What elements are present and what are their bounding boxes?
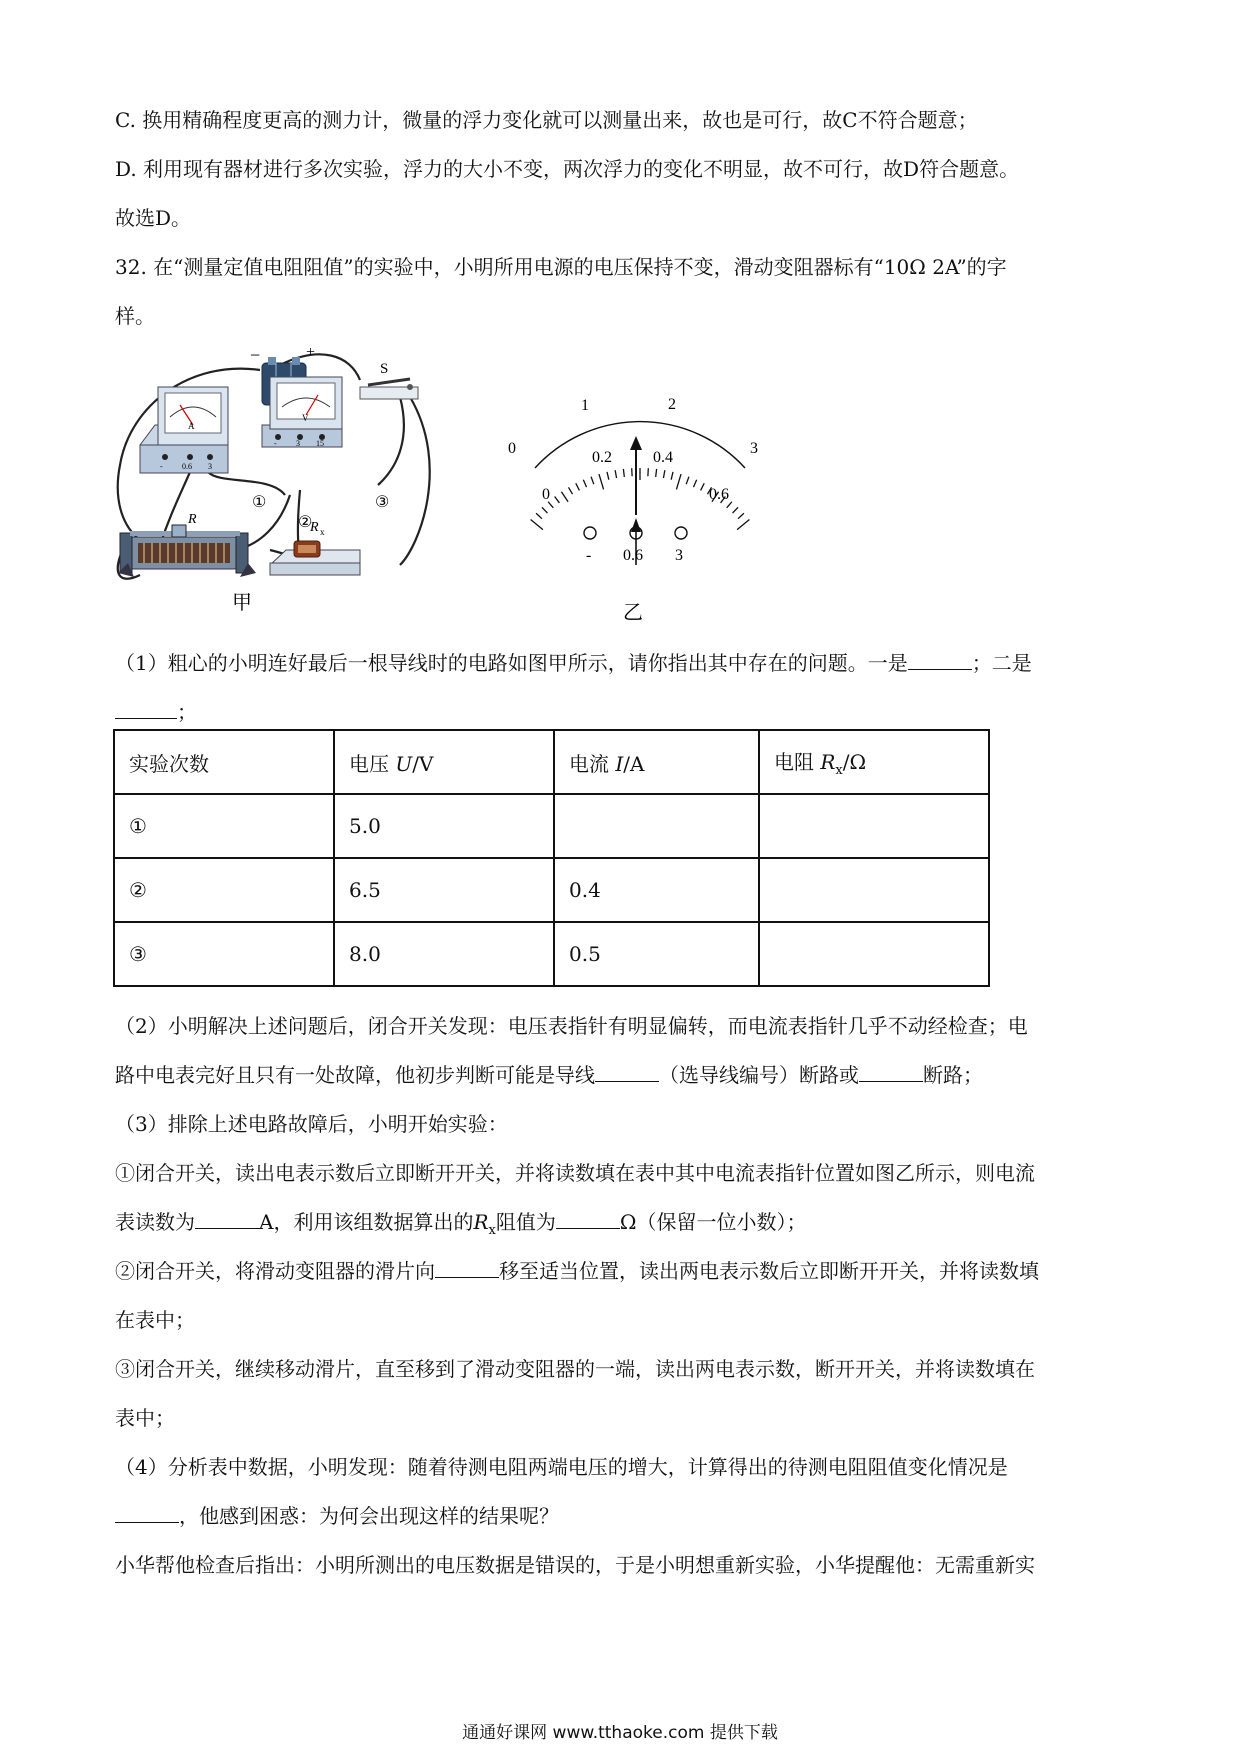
dial-tick xyxy=(701,483,705,490)
dial-tick xyxy=(693,480,696,487)
dial-tick xyxy=(686,477,689,485)
table-cell[interactable] xyxy=(759,858,989,922)
table-header-row xyxy=(114,730,989,794)
outer-label-2: 2 xyxy=(668,396,676,413)
outer-label-0: 0 xyxy=(508,440,516,457)
question-3-1-text-d: 阻值为 xyxy=(495,1210,556,1234)
table-row xyxy=(114,858,989,922)
table-cell: ② xyxy=(114,858,334,922)
question-1-text-b: ；二是 xyxy=(971,651,1032,675)
inner-label-0: 0 xyxy=(542,486,550,503)
table-cell: 5.0 xyxy=(334,794,554,858)
dial-tick xyxy=(738,513,744,518)
question-2-text-d: 断路； xyxy=(923,1063,983,1087)
needle-arrow xyxy=(630,436,642,450)
dial-tick xyxy=(568,487,572,494)
dial-tick xyxy=(542,507,548,513)
terminal-label-3: 3 xyxy=(675,547,683,564)
question-3-2-text-c: 在表中； xyxy=(115,1308,195,1332)
question-2-text-b: 路中电表完好且只有一处故障，他初步判断可能是导线 xyxy=(115,1063,595,1087)
rx-subscript: x xyxy=(488,1223,496,1238)
table-header-cell: 电压 U/V xyxy=(334,730,554,794)
final-paragraph: 小华帮他检查后指出：小明所测出的电压数据是错误的，于是小明想重新实验，小华提醒他：无需重新实 xyxy=(115,1553,1035,1577)
table-cell: 8.0 xyxy=(334,922,554,986)
voltmeter-terminal-3: 3 xyxy=(296,439,300,448)
ammeter-terminal-3: 3 xyxy=(208,462,212,471)
question-2-line-2 xyxy=(115,1061,983,1089)
answer-blank-3a[interactable] xyxy=(195,1208,259,1229)
question-2-text-c: （选导线编号）断路或 xyxy=(659,1063,859,1087)
option-d-text: D. 利用现有器材进行多次实验，浮力的大小不变，两次浮力的变化不明显，故不可行，故D符合题意。 xyxy=(115,157,1020,181)
voltmeter-terminal-15: 15 xyxy=(316,439,324,448)
rheostat-icon xyxy=(118,525,256,577)
table-cell: 6.5 xyxy=(334,858,554,922)
wire-label-2: ② xyxy=(298,514,313,531)
dial-tick xyxy=(531,519,543,529)
answer-blank-2b[interactable] xyxy=(859,1061,923,1082)
ammeter-icon xyxy=(140,387,228,473)
terminal-3-icon xyxy=(675,527,687,539)
question-2-text: （2）小明解决上述问题后，闭合开关发现：电压表指针有明显偏转，而电流表指针几乎不动经检查；电 xyxy=(115,1014,1028,1038)
table-cell: 0.4 xyxy=(554,858,759,922)
wire-label-3: ③ xyxy=(375,494,390,511)
question-4-text: （4）分析表中数据，小明发现：随着待测电阻两端电压的增大，计算得出的待测电阻阻值变化情况是 xyxy=(115,1455,1008,1479)
resistor-label: R xyxy=(310,520,319,535)
figure2-caption: 乙 xyxy=(623,602,643,624)
question-32-stem-cont: 样。 xyxy=(115,304,155,328)
option-c-text: C. 换用精确程度更高的测力计，微量的浮力变化就可以测量出来，故也是可行，故C不符合题意； xyxy=(115,108,978,132)
terminal-label-06: 0.6 xyxy=(623,547,643,564)
voltmeter-terminal-neg: - xyxy=(274,439,277,448)
rx-symbol: R xyxy=(473,1210,489,1234)
dial-tick xyxy=(576,483,580,490)
terminal-label-neg: - xyxy=(586,547,592,564)
question-3-1-text-e: Ω（保留一位小数）； xyxy=(619,1210,807,1234)
table-cell: ③ xyxy=(114,922,334,986)
ammeter-face-label: A xyxy=(188,421,195,431)
question-1-line xyxy=(115,649,1032,677)
inner-label-04: 0.4 xyxy=(653,449,673,466)
question-1-line-2 xyxy=(115,698,197,726)
table-cell[interactable] xyxy=(759,922,989,986)
answer-blank-2a[interactable] xyxy=(595,1061,659,1082)
dial-tick xyxy=(663,470,664,478)
dial-tick xyxy=(615,470,616,478)
table-header-cell: 电阻 $R_x/\Omega$ xyxy=(759,730,989,794)
ammeter-terminal-neg: - xyxy=(160,462,163,471)
dial-tick xyxy=(733,507,739,513)
answer-blank-3c[interactable] xyxy=(435,1257,499,1278)
circuit-figure xyxy=(110,345,440,630)
terminal-neg-icon xyxy=(584,527,596,539)
table-row xyxy=(114,922,989,986)
switch-label: S xyxy=(380,361,389,377)
outer-label-3: 3 xyxy=(750,440,758,457)
dial-tick xyxy=(656,469,657,477)
question-4-text-b: ，他感到困惑：为何会出现这样的结果呢？ xyxy=(179,1504,559,1528)
table-cell: 0.5 xyxy=(554,922,759,986)
question-1-text: （1）粗心的小明连好最后一根导线时的电路如图甲所示，请你指出其中存在的问题。一是 xyxy=(115,651,908,675)
data-table xyxy=(113,729,990,987)
dial-tick xyxy=(599,474,604,489)
dial-arc xyxy=(535,422,745,468)
dial-tick xyxy=(591,477,594,485)
answer-blank-4[interactable] xyxy=(115,1502,179,1523)
question-1-text-c: ； xyxy=(177,700,197,724)
table-cell[interactable] xyxy=(554,794,759,858)
ammeter-dial-figure xyxy=(495,390,785,630)
voltmeter-icon xyxy=(262,377,342,447)
table-header-cell: 实验次数 xyxy=(114,730,334,794)
battery-minus: − xyxy=(250,345,261,365)
figure1-caption: 甲 xyxy=(232,592,252,614)
resistor-icon xyxy=(270,541,360,575)
dial-tick xyxy=(676,474,681,489)
inner-label-06: 0.6 xyxy=(709,486,729,503)
question-3-1-text-c: A，利用该组数据算出的 xyxy=(259,1210,474,1234)
voltmeter-face-label: V xyxy=(302,413,309,423)
switch-icon xyxy=(360,379,418,399)
table-row xyxy=(114,794,989,858)
table-header-cell: 电流 I/A xyxy=(554,730,759,794)
inner-label-02: 0.2 xyxy=(592,449,612,466)
question-32-stem: 32. 在“测量定值电阻阻值”的实验中，小明所用电源的电压保持不变，滑动变阻器标有“10Ω 2A”的字 xyxy=(115,255,1007,279)
dial-tick xyxy=(583,480,586,487)
wire-label-1: ① xyxy=(252,494,267,511)
table-cell[interactable] xyxy=(759,794,989,858)
dial-tick xyxy=(607,472,609,480)
question-3-2-text: ②闭合开关，将滑动变阻器的滑片向 xyxy=(115,1259,435,1283)
page-footer: 通通好课网 www.tthaoke.com 提供下载 xyxy=(462,1723,778,1743)
outer-label-1: 1 xyxy=(581,397,589,414)
question-3-1-text-b: 表读数为 xyxy=(115,1210,195,1234)
answer-text: 故选D。 xyxy=(115,206,192,230)
question-3-3-text: ③闭合开关，继续移动滑片，直至移到了滑动变阻器的一端，读出两电表示数，断开开关，并将读数填在 xyxy=(115,1357,1035,1381)
ammeter-terminal-06: 0.6 xyxy=(182,462,192,471)
resistor-label-sub: x xyxy=(320,527,325,537)
question-4-line-2 xyxy=(115,1502,559,1530)
rheostat-label: R xyxy=(188,512,197,527)
answer-blank-3b[interactable] xyxy=(556,1208,620,1229)
question-3-text: （3）排除上述电路故障后，小明开始实验： xyxy=(115,1112,508,1136)
question-3-2-line xyxy=(115,1257,1039,1285)
question-3-1-line-2 xyxy=(115,1208,806,1245)
question-3-3-text-b: 表中； xyxy=(115,1406,175,1430)
dial-tick xyxy=(623,469,624,477)
table-cell: ① xyxy=(114,794,334,858)
answer-blank-1a[interactable] xyxy=(908,649,972,670)
dial-tick xyxy=(561,492,568,502)
dial-tick xyxy=(555,497,560,503)
dial-tick xyxy=(737,519,749,529)
answer-blank-1b[interactable] xyxy=(115,698,177,719)
battery-plus: + xyxy=(306,345,316,361)
question-3-2-text-b: 移至适当位置，读出两电表示数后立即断开开关，并将读数填 xyxy=(499,1259,1039,1283)
dial-tick xyxy=(536,513,542,518)
question-3-1-text: ①闭合开关，读出电表示数后立即断开开关，并将读数填在表中其中电流表指针位置如图乙所示，则电流 xyxy=(115,1161,1035,1185)
dial-tick xyxy=(671,472,673,480)
